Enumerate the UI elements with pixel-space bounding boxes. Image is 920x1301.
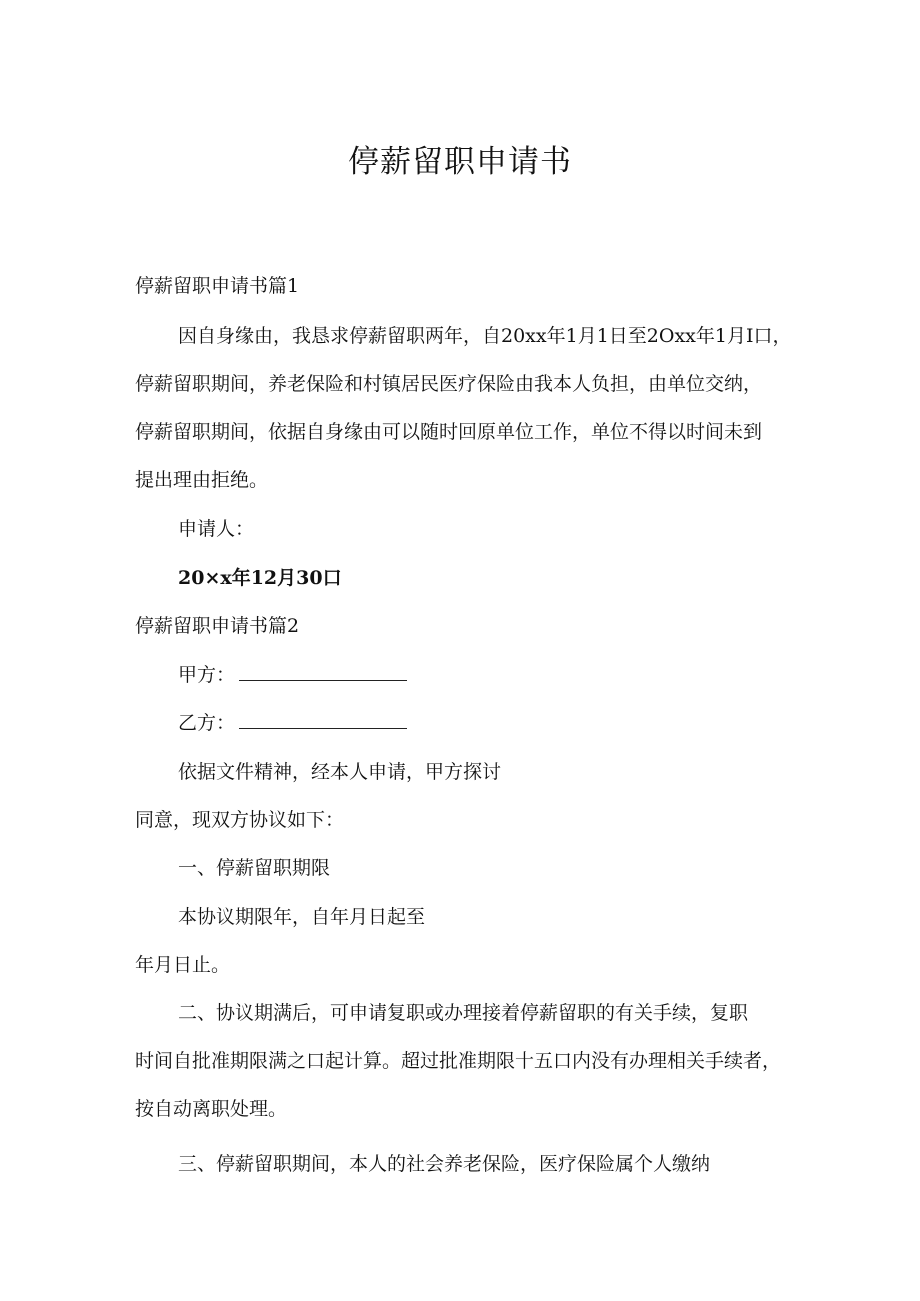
party-b-blank (239, 710, 407, 729)
clause1-heading: 一、停薪留职期限 (178, 857, 331, 879)
section1-heading: 停薪留职申请书篇1 (135, 275, 300, 297)
section1-paragraph-line-4: 提出理由拒绝。 (135, 469, 269, 491)
section1-paragraph-line-2: 停薪留职期间，养老保险和村镇居民医疗保险由我本人负担，由单位交纳， (135, 373, 763, 395)
party-a-line (178, 661, 407, 689)
applicant-label: 申请人： (178, 518, 255, 540)
clause1-line-2: 年月日止。 (135, 954, 231, 976)
clause2-line-1: 二、协议期满后，可申请复职或办理接着停薪留职的有关手续，复职 (178, 1002, 749, 1024)
clause3-line-1: 三、停薪留职期间，本人的社会养老保险，医疗保险属个人缴纳 (178, 1153, 711, 1175)
party-a-label: 甲方： (178, 664, 236, 686)
party-b-line (178, 709, 407, 737)
party-b-label: 乙方： (178, 712, 236, 734)
section1-paragraph-line-3: 停薪留职期间，依据自身缘由可以随时回原单位工作，单位不得以时间未到 (135, 421, 763, 443)
clause2-line-3: 按自动离职处理。 (135, 1098, 288, 1120)
intro-line-1: 依据文件精神，经本人申请，甲方探讨 (178, 761, 502, 783)
document-title: 停薪留职申请书 (348, 144, 572, 180)
party-a-blank (239, 662, 407, 681)
clause2-line-2: 时间自批准期限满之口起计算。超过批准期限十五口内没有办理相关手续者， (135, 1050, 782, 1072)
clause1-line-1: 本协议期限年，自年月日起至 (178, 906, 426, 928)
section2-heading: 停薪留职申请书篇2 (135, 615, 300, 637)
application-date: 20×x年12月30口 (178, 567, 342, 589)
section1-paragraph-line-1: 因自身缘由，我恳求停薪留职两年，自20xx年1月1日至2Oxx年1月I口， (178, 325, 792, 347)
intro-line-2: 同意，现双方协议如下： (135, 809, 345, 831)
